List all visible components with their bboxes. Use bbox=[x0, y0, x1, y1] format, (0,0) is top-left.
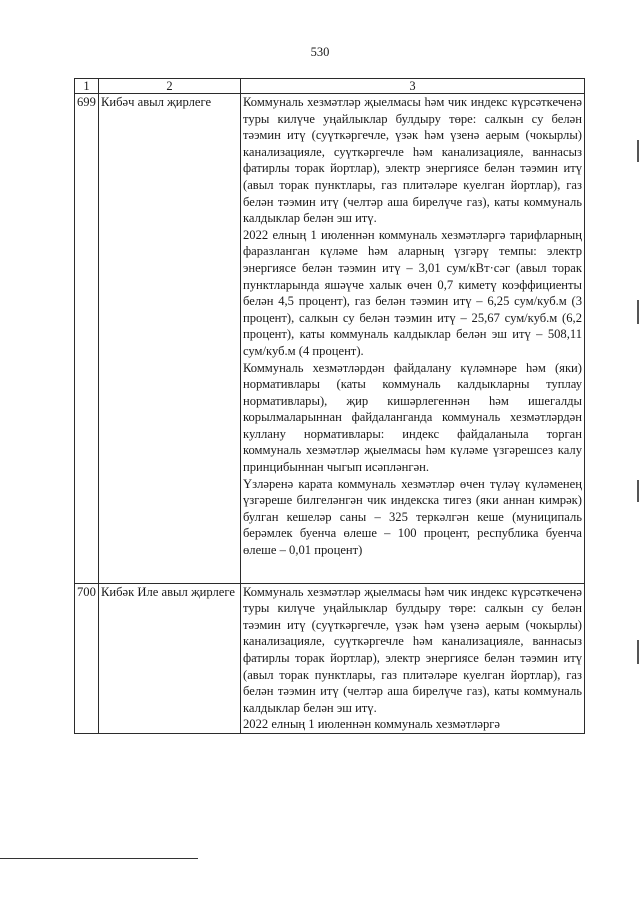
column-header: 1 bbox=[75, 79, 99, 94]
document-table bbox=[74, 78, 585, 734]
table-header-row bbox=[75, 79, 585, 94]
description-paragraph: Үзләренә карата коммуналь хезмәтләр өчен түләү күләменең үзгәреше билгеләнгән чик индекска тигез (яки аннан кимрәк) булган кешеләр саны – 325 теркәлгән кеше (муниципаль берәмлек буенча өлеше – 100 процент, республика буенча өлеше – 0,01 процент) bbox=[243, 476, 582, 558]
row-number: 699 bbox=[75, 94, 99, 584]
row-spacer bbox=[243, 559, 582, 583]
description-paragraph: Коммуналь хезмәтләр җыелмасы һәм чик индекс күрсәткеченә туры килүче уңайлыклар булдыру төре: салкын су белән тәэмин итү (суүткәргечле, үзәк һәм үзенә аерым (чокырлы) канализацияле, суүткәргечле һәм канализацияле, ваннасыз фатирлы торак йортлар), электр энергиясе белән тәэмин итү (авыл торак пунктлары, газ плитәләре куелган йортлар), газ белән тәэмин итү (челтәр аша бирелүче газ), каты коммуналь калдыклар белән эш итү. bbox=[243, 584, 582, 715]
description-paragraph: Коммуналь хезмәтләрдән файдалану күләмнәре һәм (яки) нормативлары (каты коммуналь калдыкларны туплау нормативлары), җир кишәрлегеннән һәм ишегалды корылмаларыннан файдаланганда коммуналь хезмәтләрдән куллану нормативлары: индекс файдаланыла торган коммуналь хезмәтләр җыелмасы һәм күләме үзгәрешсез калу принцибыннан чыгып исәпләнгән. bbox=[243, 360, 582, 475]
description-paragraph: Коммуналь хезмәтләр җыелмасы һәм чик индекс күрсәткеченә туры килүче уңайлыклар булдыру төре: салкын су белән тәэмин итү (суүткәргечле, үзәк һәм үзенә аерым (чокырлы) канализацияле, суүткәргечле һәм канализацияле, ваннасыз фатирлы торак йортлар), электр энергиясе белән тәэмин итү (авыл торак пунктлары, газ плитәләре куелган йортлар), газ белән тәэмин итү (челтәр аша бирелүче газ), каты коммуналь калдыклар белән эш итү. bbox=[243, 95, 582, 226]
settlement-name: Кибәч авыл җирлеге bbox=[99, 94, 241, 584]
scan-edge-mark bbox=[637, 640, 639, 664]
settlement-name: Кибәк Иле авыл җирлеге bbox=[99, 583, 241, 733]
description-paragraph: 2022 елның 1 июленнән коммуналь хезмәтләргә тарифларның фаразланган күләме һәм аларның үзгәрү темпы: электр энергиясе белән тәэмин итү – 3,01 сум/кВт·сәг (авыл торак пунктларында яшәүче халык өчен 0,7 киметү коэффициенты белән 4,5 процент), газ белән тәэмин итү – 6,25 сум/куб.м (3 процент), салкын су белән тәэмин итү – 25,67 сум/куб.м (6,2 процент), каты коммуналь калдыклар белән эш итү – 508,11 сум/куб.м (4 процент). bbox=[243, 227, 582, 358]
page-number: 530 bbox=[310, 45, 330, 59]
column-header: 3 bbox=[241, 79, 585, 94]
table-row bbox=[75, 583, 585, 733]
scan-edge-mark bbox=[637, 480, 639, 502]
row-description bbox=[241, 583, 585, 733]
scan-edge-mark bbox=[637, 140, 639, 162]
row-number: 700 bbox=[75, 583, 99, 733]
scan-edge-mark bbox=[637, 300, 639, 324]
footnote-rule bbox=[0, 858, 198, 859]
column-header: 2 bbox=[99, 79, 241, 94]
description-paragraph: 2022 елның 1 июленнән коммуналь хезмәтләргә bbox=[243, 717, 500, 732]
row-description bbox=[241, 94, 585, 584]
table-row bbox=[75, 94, 585, 584]
